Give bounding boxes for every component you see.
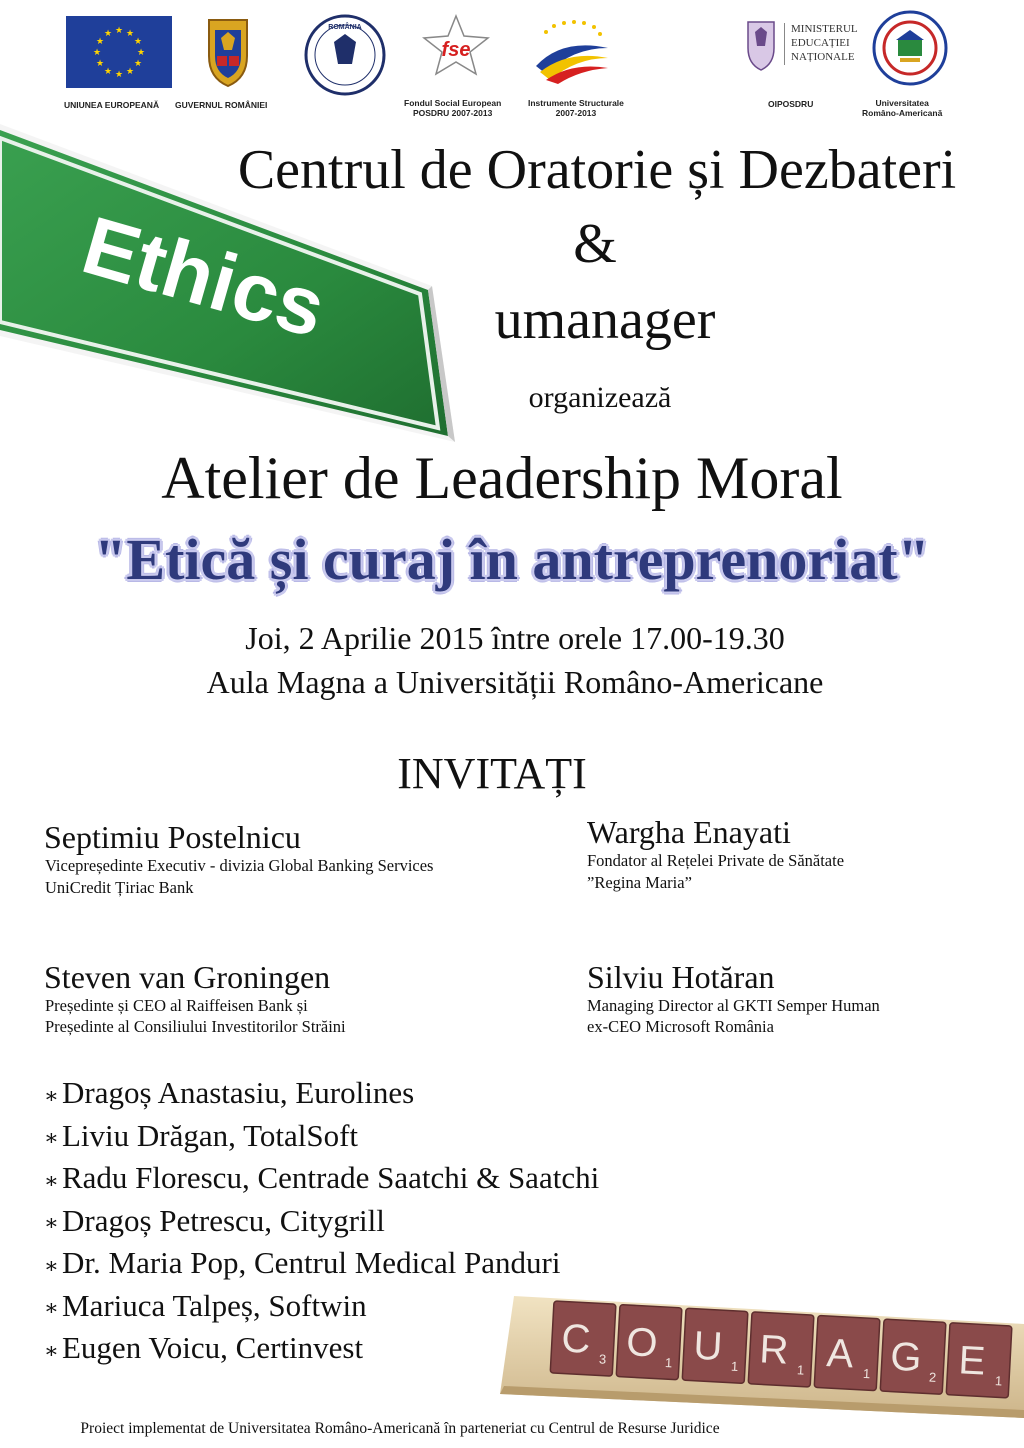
coat-of-arms-icon xyxy=(203,16,253,88)
list-item xyxy=(44,1115,599,1158)
asterisk-icon: ∗ xyxy=(44,1337,59,1363)
tile-score: 1 xyxy=(796,1362,805,1378)
university-seal-icon xyxy=(872,10,948,86)
letter-tile xyxy=(616,1305,682,1380)
guests-heading: INVITAȚI xyxy=(397,749,587,798)
guest-role: Președinte al Consiliului Investitorilor Străini xyxy=(45,1017,346,1036)
ministry-line2: EDUCAȚIEI xyxy=(791,37,850,50)
list-item-text: Eugen Voicu, Certinvest xyxy=(62,1330,364,1365)
list-item xyxy=(44,1200,599,1243)
ministry-name xyxy=(784,23,858,64)
ministry-line3: NAȚIONALE xyxy=(791,50,855,63)
svg-text:★: ★ xyxy=(95,59,105,69)
eu-caption: UNIUNEA EUROPEANĂ xyxy=(64,100,160,110)
tile-score: 1 xyxy=(664,1355,673,1371)
is-caption-line2: 2007-2013 xyxy=(555,107,597,118)
tile-score: 2 xyxy=(928,1369,937,1385)
is-caption xyxy=(528,99,624,119)
svg-text:★: ★ xyxy=(136,48,146,58)
guest-role: ex-CEO Microsoft România xyxy=(587,1017,774,1036)
ministry-line1: MINISTERUL xyxy=(791,23,858,36)
eu-logo xyxy=(66,16,172,88)
svg-text:★: ★ xyxy=(95,37,105,47)
tile-letter: A xyxy=(825,1331,855,1377)
tile-letter: U xyxy=(692,1323,724,1370)
footer-note: Proiect implementat de Universitatea Româno-Americană în parteneriat cu Centrul de Resurse Juridice xyxy=(80,1420,720,1437)
gov-seal-logo xyxy=(304,14,386,96)
svg-text:★: ★ xyxy=(114,70,124,80)
letter-tile xyxy=(814,1315,880,1390)
guest-name: Wargha Enayati xyxy=(587,814,791,850)
list-item-text: Dragoș Anastasiu, Eurolines xyxy=(62,1075,415,1110)
list-item-text: Dr. Maria Pop, Centrul Medical Panduri xyxy=(62,1245,561,1280)
ministry-crest-icon xyxy=(744,16,778,72)
guest-name: Silviu Hotăran xyxy=(587,959,775,995)
fse-caption-line2: POSDRU 2007-2013 xyxy=(412,107,493,118)
eu-flag-icon xyxy=(66,16,172,88)
organizes-label: organizează xyxy=(528,381,672,414)
is-caption-line1: Instrumente Structurale xyxy=(528,98,624,108)
asterisk-icon: ∗ xyxy=(44,1167,59,1193)
courage-tile-rack xyxy=(500,1278,1024,1418)
romania-crest xyxy=(203,16,253,88)
fse-brand-text: fse xyxy=(441,39,471,61)
letter-tile xyxy=(946,1323,1012,1398)
guest-role: ”Regina Maria” xyxy=(587,873,692,892)
list-item-text: Mariuca Talpeș, Softwin xyxy=(62,1287,367,1323)
event-title: Atelier de Leadership Moral xyxy=(161,445,843,511)
guest-role: Vicepreședinte Executiv - divizia Global Banking Services xyxy=(45,856,434,875)
svg-text:★: ★ xyxy=(133,37,143,47)
event-date: Joi, 2 Aprilie 2015 între orele 17.00-19.30 xyxy=(245,620,785,656)
tile-score: 1 xyxy=(862,1365,871,1382)
letter-tile xyxy=(880,1319,946,1394)
tile-letter: E xyxy=(957,1338,987,1384)
event-venue: Aula Magna a Universității Româno-Americane xyxy=(206,664,824,700)
list-item-text: Radu Florescu, Centrade Saatchi & Saatchi xyxy=(62,1160,600,1195)
tile-letter: R xyxy=(758,1327,790,1373)
ampersand: & xyxy=(573,213,617,275)
ethics-sign-text: Ethics xyxy=(73,199,335,356)
event-theme: "Etică și curaj în antreprenoriat" xyxy=(94,527,930,592)
svg-text:★: ★ xyxy=(133,59,143,69)
letter-tile xyxy=(550,1301,616,1376)
list-item xyxy=(44,1072,599,1115)
is-logo xyxy=(532,18,612,86)
tile-score: 1 xyxy=(730,1358,739,1375)
svg-text:★: ★ xyxy=(92,48,102,58)
list-item-text: Dragoș Petrescu, Citygrill xyxy=(62,1202,385,1238)
asterisk-icon: ∗ xyxy=(44,1210,59,1236)
ura-caption-line2: Româno-Americană xyxy=(862,107,943,118)
guest-name: Septimiu Postelnicu xyxy=(44,819,301,855)
letter-tile xyxy=(748,1312,814,1387)
guest-role: Președinte și CEO al Raiffeisen Bank și xyxy=(45,996,308,1015)
fse-caption-line1: Fondul Social European xyxy=(404,98,502,108)
asterisk-icon: ∗ xyxy=(44,1295,59,1321)
guest-role: Managing Director al GKTI Semper Human xyxy=(587,996,880,1015)
gov-caption: GUVERNUL ROMÂNIEI xyxy=(175,100,268,110)
guest-name: Steven van Groningen xyxy=(44,959,331,995)
structural-instruments-icon xyxy=(532,18,612,86)
svg-text:★: ★ xyxy=(114,26,124,36)
asterisk-icon: ∗ xyxy=(44,1125,59,1151)
list-item xyxy=(44,1157,599,1200)
tile-letter: G xyxy=(889,1334,923,1381)
organizer-2: umanager xyxy=(494,289,716,351)
seal-icon xyxy=(304,14,386,96)
ura-caption-line1: Universitatea xyxy=(875,98,929,108)
ministry-logo xyxy=(744,16,858,72)
svg-text:★: ★ xyxy=(103,67,113,77)
letter-tile xyxy=(682,1308,748,1383)
ministry-caption: OIPOSDRU xyxy=(768,99,814,109)
guest-role: Fondator al Rețelei Private de Sănătate xyxy=(587,851,845,870)
guest-role: UniCredit Țiriac Bank xyxy=(45,878,194,897)
tile-letter: O xyxy=(625,1320,659,1366)
tile-letter: C xyxy=(560,1316,592,1362)
seal-text: ROMÂNIA xyxy=(328,24,362,31)
svg-text:★: ★ xyxy=(125,29,135,39)
asterisk-icon: ∗ xyxy=(44,1252,59,1278)
tile-score: 1 xyxy=(994,1373,1003,1389)
fse-logo xyxy=(420,14,492,76)
tile-score: 3 xyxy=(598,1351,607,1367)
svg-text:★: ★ xyxy=(125,67,135,77)
fse-star-icon xyxy=(420,14,492,76)
fse-caption xyxy=(404,99,501,119)
svg-text:★: ★ xyxy=(103,29,113,39)
ura-caption xyxy=(862,99,942,119)
organizer-1: Centrul de Oratorie și Dezbateri xyxy=(237,139,957,201)
asterisk-icon: ∗ xyxy=(44,1082,59,1108)
list-item-text: Liviu Drăgan, TotalSoft xyxy=(62,1117,359,1153)
ura-logo xyxy=(872,10,948,86)
